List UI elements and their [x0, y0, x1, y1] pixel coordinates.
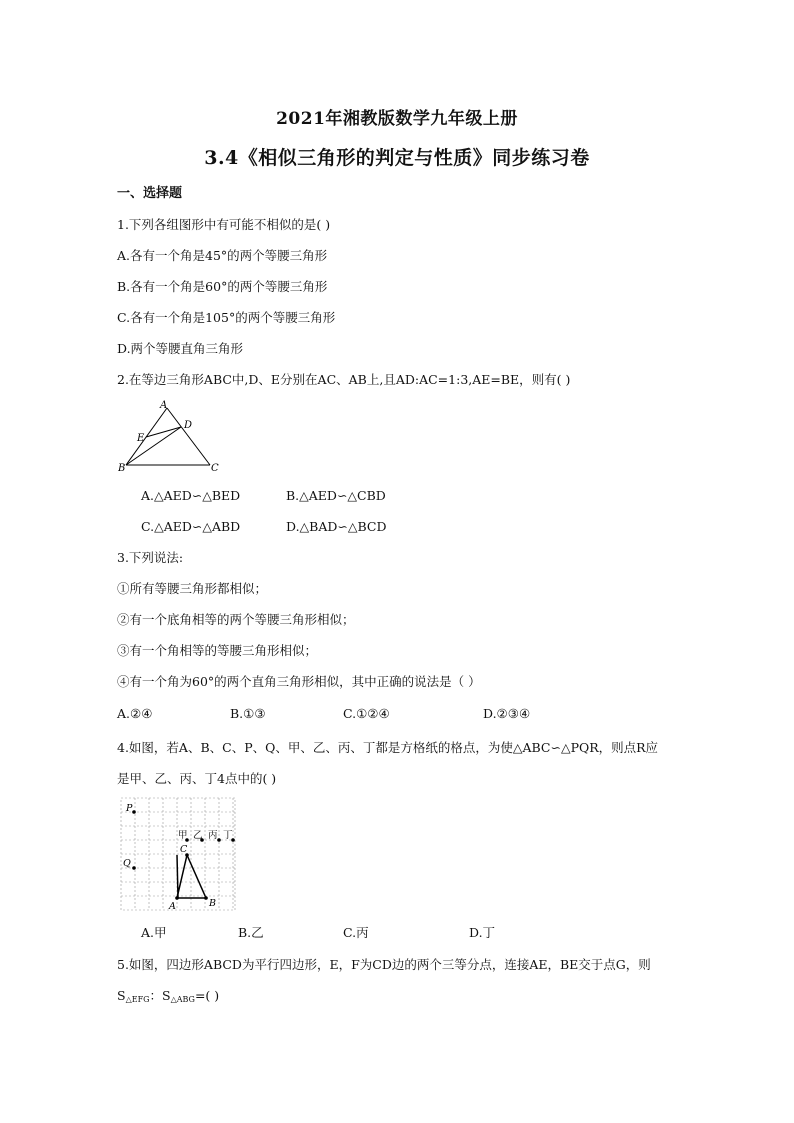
label-d: D	[184, 420, 193, 431]
ratio-colon: ：S	[149, 988, 171, 1003]
point-p	[132, 810, 136, 814]
label-a: A	[160, 400, 168, 411]
question-3-option-d: D.②③④	[483, 706, 531, 721]
question-2-stem: 2.在等边三角形ABC中,D、E分别在AC、AB上,且AD:AC=1:3,AE=BE，则有( )	[117, 372, 571, 387]
segment-bd	[126, 427, 181, 465]
triangle-abc	[177, 855, 206, 898]
label-a: A	[169, 901, 176, 912]
question-4-option-a: A.甲	[141, 925, 167, 940]
label-q: Q	[123, 858, 131, 869]
question-3-item-2: ②有一个底角相等的两个等腰三角形相似；	[117, 612, 355, 627]
label-b: B	[118, 463, 126, 474]
question-2-option-a: A.△AED∽△BED	[141, 488, 241, 503]
label-c: C	[180, 844, 188, 855]
question-2-option-c: C.△AED∽△ABD	[141, 519, 241, 534]
label-e: E	[137, 433, 145, 444]
page-subtitle: 3.4《相似三角形的判定与性质》同步练习卷	[204, 147, 590, 169]
question-1-option-b: B.各有一个角是60°的两个等腰三角形	[117, 279, 328, 294]
question-2-option-d: D.△BAD∽△BCD	[286, 519, 387, 534]
label-yi: 乙	[193, 830, 203, 841]
label-bing: 丙	[208, 830, 218, 841]
label-b: B	[209, 898, 216, 909]
question-4-option-b: B.乙	[238, 925, 264, 940]
question-3-item-4: ④有一个角为60°的两个直角三角形相似，其中正确的说法是（ ）	[117, 674, 481, 689]
triangle-figure	[118, 400, 228, 474]
label-ding: 丁	[223, 830, 233, 841]
question-4-stem-line-2: 是甲、乙、丙、丁4点中的( )	[117, 771, 277, 786]
question-1-option-a: A.各有一个角是45°的两个等腰三角形	[117, 248, 328, 263]
point-a	[175, 896, 179, 900]
label-jia: 甲	[178, 830, 188, 841]
point-b	[204, 896, 208, 900]
question-2-option-b: B.△AED∽△CBD	[286, 488, 386, 503]
segment-ed	[146, 427, 181, 437]
question-5-stem-line-1: 5.如图，四边形ABCD为平行四边形，E，F为CD边的两个三等分点，连接AE，BE交于点G，则	[117, 957, 651, 972]
side-ac	[167, 408, 210, 465]
question-1-stem: 1.下列各组图形中有可能不相似的是( )	[117, 217, 331, 232]
question-3-item-3: ③有一个角相等的等腰三角形相似；	[117, 643, 318, 658]
point-q	[132, 866, 136, 870]
question-3-option-a: A.②④	[117, 706, 153, 721]
area-symbol: S	[117, 988, 126, 1003]
question-5-stem-line-2	[117, 988, 219, 1008]
question-1-option-c: C.各有一个角是105°的两个等腰三角形	[117, 310, 336, 325]
grid-points	[132, 810, 235, 900]
label-p: P	[126, 803, 133, 814]
question-4-option-c: C.丙	[343, 925, 369, 940]
area-subscript-efg: △EFG	[125, 995, 150, 1004]
question-3-option-b: B.①③	[230, 706, 266, 721]
point-bing	[217, 838, 221, 842]
question-4-stem-line-1: 4.如图，若A、B、C、P、Q、甲、乙、丙、丁都是方格纸的格点，为使△ABC∽△PQR，则点R应	[117, 740, 659, 755]
question-3-item-1: ①所有等腰三角形都相似；	[117, 581, 268, 596]
question-3-stem: 3.下列说法:	[117, 550, 184, 565]
area-subscript-abg: △ABG	[170, 995, 195, 1004]
answer-blank: =( )	[194, 988, 220, 1003]
section-heading: 一、选择题	[117, 186, 183, 201]
question-4-option-d: D.丁	[469, 925, 496, 940]
grid-figure	[118, 796, 238, 914]
page-title: 2021年湘教版数学九年级上册	[276, 109, 518, 129]
question-3-option-c: C.①②④	[343, 706, 390, 721]
label-c: C	[211, 463, 219, 474]
question-1-option-d: D.两个等腰直角三角形	[117, 341, 244, 356]
